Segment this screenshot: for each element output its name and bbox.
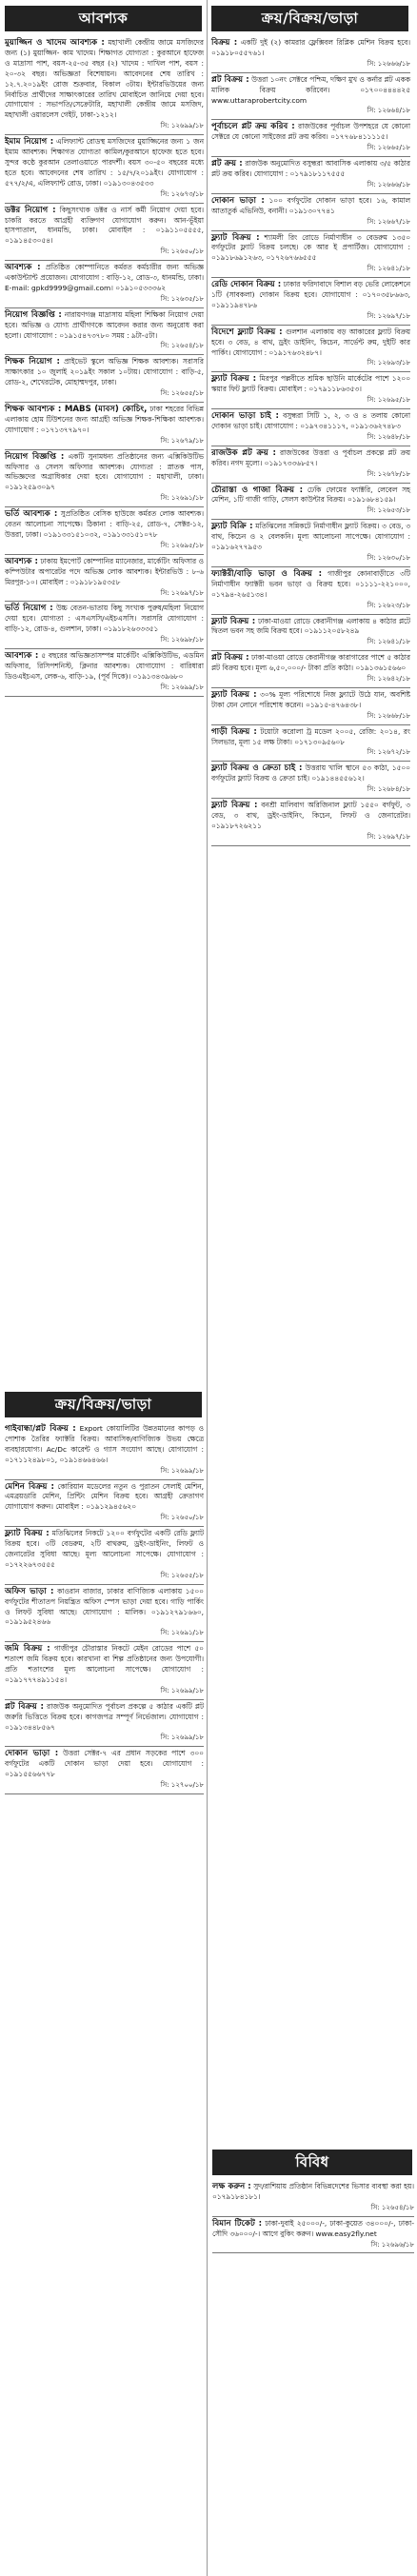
ad-list-buy-sell-rent-right xyxy=(211,36,410,846)
ad-body: ৫ বছরের অভিজ্ঞতাসম্পন্ন মার্কেটিং এক্সিকিউটিভ, এডমিন অফিসার, রিসিপশনিস্ট, ক্লিনার আবশ্যক। যোগাযোগ : বারিধারা ডিওএইচএস, লেক-৬, বাড়ি-১৯, (পূর্ব দিকে)। ০১৯১৩৪৩৯৬৮০ xyxy=(5,651,204,681)
ad-heading: পূর্বাচলে প্লট ক্রয় করিব : xyxy=(211,122,295,132)
ad-heading: শিক্ষক নিয়োগ : xyxy=(5,357,60,367)
ad-body: প্রতিষ্ঠিত কোম্পানিতে কর্মরত কর্মচারীর জন্য অভিজ্ঞ একাউন্ট্যান্ট প্রয়োজন। যোগাযোগ : বাড়ি-১২, রোড-৩, ধানমন্ডি, ঢাকা। E-mail: gpkd9999@gmail.com। ০১৯১০৫৩৩৩৬২ xyxy=(5,263,204,292)
classified-ad xyxy=(5,403,204,450)
ad-heading: আবশ্যক : xyxy=(5,556,38,566)
ad-code: সি: ১২৬৫৩/১৮ xyxy=(367,506,410,515)
ad-heading: আবশ্যক : xyxy=(5,651,39,662)
section-header-miscellaneous: বিবিধ xyxy=(212,2150,412,2175)
ad-code: সি: ১২৭০০/১৮ xyxy=(160,1781,204,1790)
ad-heading: প্লট বিক্রয় : xyxy=(211,74,249,85)
ad-heading: ফ্ল্যাট বিক্রয় : xyxy=(211,616,256,626)
ad-heading: ফ্ল্যাট বিক্রয় : xyxy=(211,689,257,700)
ad-body: ঢেকি ফোমের ফ্যাক্টরি, লেবেল সহ মেশিন, ১টি গাজী গাড়ি, সেলস কাউন্টার বিক্রয়। ০১৯১৬৮৪১৫৯। xyxy=(211,485,410,505)
ad-body: একটি সুনামধন্য প্রতিষ্ঠানের জন্য এক্সিকিউটিভ অফিসার ও সেলস অফিসার আবশ্যক। যোগ্যতা : স্নাতক পাস, অভিজ্ঞদের অগ্রাধিকার দেয়া হবে। যোগাযোগ : মহাখালী, ঢাকা। ০১৯১২৫৯৩০৯৭ xyxy=(5,451,205,492)
ad-code: সি: ১২৬৯৫/১৮ xyxy=(160,541,204,549)
classified-ad xyxy=(5,1642,204,1700)
ad-body: গুলশান এলাকায় বড় আকারের ফ্ল্যাট বিক্রয় হবে। ৩ বেড, ৪ বাথ, ড্রইং ডাইনিং, কিচেন, সার্ভেন্ট রুম, দুইটি কার পার্কিং। যোগাযোগ : ০১৯১৭৬৩২৪৮৭। xyxy=(211,327,411,357)
ad-body: মতিঝিলের সন্নিকটে নির্মাণাধীন ফ্ল্যাট বিক্রয়। ৩ বেড, ৩ বাথ, কিচেন ও ২ বেলকনি। মূল্য আলোচনা সাপেক্ষে। যোগাযোগ : ০১৯১৬২৭৭৯৫৩ xyxy=(211,522,410,552)
ad-code: সি: ১২৬৬৪/১৮ xyxy=(367,107,410,115)
ad-body: ১০০ বর্গফুটের দোকান ভাড়া হবে। ১৬, কামাল আতাতুর্ক এভিনিউ, বনানী। ০১৯১৩০৭৭৪১ xyxy=(211,195,410,215)
ad-heading: রেডি দোকান বিক্রয় : xyxy=(211,280,282,290)
ad-body: ঢাকা-মাওয়া রোডে কেরানীগঞ্জ এলাকায় ৪ কাঠার প্লটে দ্বিতল ভবন সহ জমি বিক্রয় হবে। ০১৯১১২০৫৮২৪৯ xyxy=(211,616,411,636)
classified-ad xyxy=(5,1585,204,1643)
ad-code: সি: ১২৬৪১/১৮ xyxy=(367,265,410,273)
ad-heading: রাজউক প্লট ক্রয় : xyxy=(211,447,276,458)
ad-code: সি: ১২৬৩০/১৮ xyxy=(367,553,410,562)
classified-ad xyxy=(5,204,204,262)
ad-body: ঢাকা-মাওয়া রোডে কেরানীগঞ্জ কারাগারের পাশে ৫ কাঠার প্লট বিক্রয় হবে। মূল্য ৬,৫০,০০০/- টাকা প্রতি কাঠা। ০১৯১৩৬১৫৬৬০ xyxy=(211,653,410,673)
ad-body: কাওরান বাজার, ঢাকার বাণিজ্যিক এলাকায় ১৫০০ বর্গফুটের শীতাতপ নিয়ন্ত্রিত অফিস স্পেস ভাড়া দেয়া হবে। গাড়ি পার্কিং ও লিফট সুবিধা আছে। যোগাযোগ : মালিক। ০১৯১২৭৯১৬৬০, ০১৯১৯৫২৪৬৬ xyxy=(5,1586,204,1627)
classified-ad xyxy=(211,484,410,521)
ad-heading: চৌরাস্তা ও গাজা বিক্রয় : xyxy=(211,485,304,495)
right-column-top xyxy=(207,0,413,2123)
ad-body: শ্যামলী রিং রোডে নির্মাণাধীন ৩ বেডরুম ১৩৫০ বর্গফুটের ফ্ল্যাট বিক্রয় চলছে। কে আর ই প্রপার্টিজ। যোগাযোগ : ০১৯১৮৬৯১২৬৩, ০১৭২৬৭৬৬৫৫৫ xyxy=(211,232,411,263)
ad-body: ঢাকা শহরের বিভিন্ন এলাকায় হোম টিউশনের জন্য আগ্রহী অভিজ্ঞ শিক্ষক-শিক্ষিকা আবশ্যক। যোগাযোগ : ০১৭১৩৭৭৯৭০। xyxy=(5,405,204,434)
ad-body: রাজউকের উত্তরা ও পূর্বাচল প্রকল্পে প্লট ক্রয় করিব। নগদ মূল্যে। ০১৯১৭৩৩৬৮৫৭। xyxy=(211,447,410,467)
ad-heading: প্লট ক্রয় : xyxy=(211,159,243,169)
ad-heading: লক্ষ করুন : xyxy=(212,2182,251,2191)
ad-code: সি: ১২৬৭৯/১৮ xyxy=(160,436,204,445)
ad-code: সি: ১২৬৯৭/১৮ xyxy=(367,311,410,320)
classified-ad xyxy=(5,649,204,697)
ad-heading: প্লট বিক্রয় : xyxy=(5,1701,44,1712)
ad-heading: ফ্ল্যাট বিক্রয় : xyxy=(211,801,258,811)
ad-code: সি: ১২৬৯৯/১৮ xyxy=(160,1466,204,1475)
ad-heading: বিমান টিকেট : xyxy=(212,2218,263,2229)
classified-ad xyxy=(211,409,410,446)
classified-ad xyxy=(5,1747,204,1794)
ad-code: সি: ১২৬৪২/১৮ xyxy=(367,675,410,684)
classified-ad xyxy=(211,326,410,373)
left-column-top xyxy=(0,0,207,1376)
classified-ad xyxy=(211,520,410,567)
ad-code: সি: ১২৬৯৭/১৮ xyxy=(160,588,204,597)
ad-body: গাজীপুর কোনাবাড়ীতে ৩টি নির্মাণাধীন ফ্যাক্টরী ভবন ভাড়া ও বিক্রয় হবে। ০১১১১-২২১০০০, ০১৭৯৪-২৬৫১৩৪। xyxy=(211,568,410,599)
classified-ad xyxy=(5,507,204,555)
classified-ad xyxy=(211,157,410,194)
right-column-bottom xyxy=(208,2150,417,2568)
ad-body: টয়োটা করোলা ট্র মডেল ২০০৫, রেজি: ২০১৪, রং সিলভার, মূল্য ১৫ লক্ষ টাকা। ০১৭১৩০৯৫৬০৮ xyxy=(211,726,410,746)
classified-ad xyxy=(5,261,204,308)
ad-heading: বিক্রয় : xyxy=(211,38,238,48)
ad-heading: জমি বিক্রয় : xyxy=(5,1644,50,1655)
classified-ad xyxy=(5,1700,204,1748)
classified-ad xyxy=(211,194,410,231)
ad-heading: ভর্তি নিয়োগ : xyxy=(5,604,53,614)
ad-heading: ফ্ল্যাট বিক্রয় ও ক্রেতা চাই : xyxy=(211,763,303,774)
ad-body: Export কোয়ালিটির উন্নতমানের কাপড় ও পোশাক তৈরির ফ্যাক্টরি বিক্রয়। আবাসিক/বাণিজ্যিক উভয় ক্ষেত্রে ব্যবহারযোগ্য। Ac/Dc কারেন্ট ও গ্যাস সংযোগ আছে। যোগাযোগ : ০১৭১১২৪৯৮০১, ০১৯১৪৬৬৪৬৬। xyxy=(5,1424,204,1464)
classified-ad xyxy=(212,2217,414,2254)
ad-code: সি: ১২৬৯১/১৮ xyxy=(160,494,204,503)
classified-ad xyxy=(5,602,204,649)
ad-heading: দোকান ভাড়া : xyxy=(211,195,265,206)
ad-body: মহাখালী কেন্দ্রীয় জামে মসজিদের জন্য (১) মুয়াজ্জিন- কাম খাদেম। শিক্ষাগত যোগ্যতা : কুরআনে হাফেজ ও মাদ্রাসা পাশ, বয়স-২৫-৩৫ বছর (২) খাদেম : দাখিল পাশ, বয়স : ২০-৩২ বছর। অভিজ্ঞতা বিশেষায়ন। আবেদনের শেষ তারিখ : ১২.৭.২০১৯ইং রোজ শুক্রবার, বিকাল ৩টায়। ইন্টারভিউয়ের জন্য নির্বাচিত প্রার্থীদের সাক্ষাৎকারের তারিখ মোবাইলে জানিয়ে দেয়া হবে। যোগাযোগ : সভাপতি/সেক্রেটারি, মহাখালী কেন্দ্রীয় জামে মসজিদ, মহাখালী ওয়ারলেস গেইট, ঢাকা-১২১২। xyxy=(5,38,204,120)
ad-list-miscellaneous xyxy=(212,2180,414,2253)
ad-body: মিরপুর পল্লবীতে শ্রমিক ছাউনি মার্কেটের পাশে ১২০০ স্কয়ার ফিট ফ্ল্যাট বিক্রয়। মোবাইল : ০১৭৯১১৮৬৩৫৩। xyxy=(211,374,411,394)
ad-heading: গাড়ী বিক্রয় : xyxy=(211,726,257,737)
ad-code: সি: ১২৬৯৯/১৮ xyxy=(160,1686,204,1694)
classified-ad xyxy=(5,1527,204,1585)
ad-list-wanted xyxy=(5,36,204,697)
ad-code: সি: ১২৬৩৫/১৮ xyxy=(160,294,204,303)
ad-code: সি: ১২৬৯৯/১৮ xyxy=(160,1734,204,1742)
ad-code: সি: ১২৬৯৫/১৮ xyxy=(367,396,410,405)
classified-ad xyxy=(211,615,410,652)
ad-body: কিছুসংখ্যক ডক্টর ও নার্স কর্মী নিয়োগ দেয়া হবে। চাকরি করতে আগ্রহী ব্যক্তিগণ যোগাযোগ করুন। আন-ভূঁইয়া হাসপাতাল, ধানমন্ডি, ঢাকা। মোবাইল : ০১৯১১০৫৫৫৫, ০১৯১৪৫৩০৫৪। xyxy=(5,205,204,246)
classified-ad xyxy=(211,688,410,725)
ad-body: রাজউক অনুমোদিত পূর্বাচল প্রকল্পে ৫ কাঠার একটি প্লট জরুরি ভিত্তিতে বিক্রয় হবে। কাগজপত্র সম্পূর্ণ নির্ভেজাল। যোগাযোগ : ০১৯১৩৪৪৮৫৬৭ xyxy=(5,1701,204,1732)
section-header-buy-sell-rent-right: ক্রয়/বিক্রয়/ভাড়া xyxy=(211,6,408,31)
classified-ad xyxy=(211,372,410,409)
classified-ad xyxy=(211,36,410,73)
ad-heading: মেশিন বিক্রয় : xyxy=(5,1481,54,1492)
classified-ad xyxy=(211,278,410,326)
ad-heading: ভর্তি আবশ্যক : xyxy=(5,509,58,520)
ad-code: সি: ১২৬৭২/১৮ xyxy=(367,748,410,757)
ad-code: সি: ১২৬৯৭/১৮ xyxy=(367,832,410,841)
ad-heading: ইমাম নিয়োগ : xyxy=(5,137,54,148)
ad-heading: বিদেশে ফ্ল্যাট বিক্রয় : xyxy=(211,327,283,337)
classified-ad xyxy=(212,2180,414,2217)
ad-body: একটি দুই (২) কামরার ফ্লেক্সিবল রিপ্লিক মেশিন বিক্রয় হবে। ০১৯১৮০৫৫৭৬১। xyxy=(211,38,411,57)
classified-ad xyxy=(5,450,204,508)
ad-heading: মুয়াজ্জিন ও খাদেম আবশ্যক : xyxy=(5,38,105,48)
ad-code: সি: ১২৬৯৯/১৮ xyxy=(160,122,204,130)
ad-heading: নিয়োগ বিজ্ঞপ্তি : xyxy=(5,451,65,462)
classified-ad xyxy=(211,762,410,799)
ad-code: সি: ১২৬৬৮/১৮ xyxy=(367,711,410,720)
classified-ad xyxy=(211,567,410,615)
ad-heading: ফ্ল্যাট বিক্রয় : xyxy=(5,1529,50,1539)
ad-heading: দোকান ভাড়া চাই : xyxy=(211,411,279,422)
ad-code: সি: ১২৬৯৬/১৮ xyxy=(370,2240,414,2249)
ad-code: সি: ১২৬৫০/১৮ xyxy=(160,1514,204,1522)
ad-heading: আবশ্যক : xyxy=(5,263,41,273)
ad-code: সি: ১২৬৬৬/১৮ xyxy=(367,59,410,68)
ad-heading: শিক্ষক আবশ্যক : MABS (মাবস) কোচিং, xyxy=(5,405,148,414)
ad-heading: গাইবান্ধা/প্লট বিক্রয় : xyxy=(5,1424,76,1434)
ad-body: সুপ্রতিষ্ঠিত বেসিক হাউজে কর্মরত লোক আবশ্যক। বেতন আলোচনা সাপেক্ষে। ঠিকানা : বাড়ি-২৫, রোড-৭, সেক্টর-১২, উত্তরা, ঢাকা। ০১৯১৩৩১৫১০৩২, ০১৯১৩৩১৫১০৭৮ xyxy=(5,509,204,539)
ad-heading: প্লট বিক্রয় : xyxy=(211,653,249,664)
ad-code: সি: ১২৬৯৮/১৮ xyxy=(160,636,204,644)
left-column-bottom xyxy=(0,1392,207,2576)
classified-ad xyxy=(5,308,204,356)
ad-body: গাজীপুর চৌরাস্তার নিকটে মেইন রোডের পাশে ৫০ শতাংশ জমি বিক্রয় হবে। কারখানা বা শিল্প প্রতিষ্ঠানের জন্য উপযোগী। প্রতি শতাংশের মূল্য আলোচনা সাপেক্ষে। যোগাযোগ : ০১৯১৭৭৭৪৯১১৫৪। xyxy=(5,1644,204,1684)
classified-ad xyxy=(211,231,410,279)
ad-body: প্রাইভেট স্কুলে অভিজ্ঞ শিক্ষক আবশ্যক। সরাসরি সাক্ষাৎকার ১০ জুলাই ২০১৯ইং সকাল ১০টায়। যোগাযোগ : বাড়ি-৫, রোড-২, শেখেরটেক, মোহাম্মদপুর, ঢাকা। xyxy=(5,357,204,387)
classified-ad xyxy=(211,446,410,484)
ad-heading: ফ্ল্যাট বিক্রি : xyxy=(211,522,253,532)
section-header-buy-sell-rent-left: ক্রয়/বিক্রয়/ভাড়া xyxy=(5,1392,202,1417)
ad-body: ঢাকার ফরিদাবাদে বিশাল বড় ভেরি লোকেশনে ১টি (সাবকলা) দোকান বিক্রয় হবে। যোগাযোগ : ০১৭০৩৫৮৬৬৩, ০১৯১১৯৪৭৮৬ xyxy=(211,280,410,309)
ad-list-buy-sell-rent-left xyxy=(5,1422,204,1794)
ad-body: মতিঝিলের নিকটে ১২০০ বর্গফুটের একটি রেডি ফ্ল্যাট বিক্রয় হবে। ৩টি বেডরুম, ২টি বাথরুম, ড্রইং-ডাইনিং, লিফট ও জেনারেটর সুবিধা আছে। মূল্য আলোচনা সাপেক্ষে। যোগাযোগ : ০১৭২২৬৭৩৫৫৫ xyxy=(5,1529,204,1569)
ad-heading: অফিস ভাড়া : xyxy=(5,1586,54,1596)
ad-code: সি: ১২৬৮৪/১৮ xyxy=(367,785,410,794)
ad-body: উত্তরায় খালি স্থানে ৫৩ কাঠা, ১৫০০ বর্গফুটের ফ্ল্যাট বিক্রয় ও ক্রেতা চাই। ০১৯১৪৪৫৫৬১২। xyxy=(211,763,410,783)
ad-code: সি: ১২৬৭৩/১৮ xyxy=(160,189,204,198)
ad-body: রাজউকের পূর্বাচল উপশহরে যে কোনো সেক্টরে যে কোনো সাইজের প্লট ক্রয় করিব। ০১৭৭৬৮৪১১১১৫। xyxy=(211,122,410,142)
ad-code: সি: ১২৬৬৫/১৮ xyxy=(367,144,410,152)
ad-body: এলিফ্যান্ট রোডস্থ মসজিদের মুয়াজ্জিনের জন্য ১ জন ইমাম আবশ্যক। শিক্ষাগত যোগ্যতা কামিল/কুরআনে হাফেজ হতে হবে। সুন্দর কণ্ঠে কুরআন তেলাওয়াতে পারদর্শী। বয়স ৩০-৫০ বছরের মধ্যে হতে হবে। আবেদনের শেষ তারিখ : ১৫/৭/২০১৯ইং। যোগাযোগ : ৫৭৭/২/এ, এলিফ্যান্ট রোড, ঢাকা। ০১৯১৩০৪৩৫৩৩ xyxy=(5,137,204,188)
classified-ad xyxy=(211,651,410,688)
ad-code: সি: ১২৬২৩/১৮ xyxy=(367,601,410,609)
classified-ad xyxy=(211,120,410,157)
ad-code: সি: ১২৬৭৮/১৮ xyxy=(367,469,410,478)
ad-body: উত্তরা সেক্টর-৭ এর প্রধান সড়কের পাশে ৩০০ বর্গফুটের একটি দোকান ভাড়া দেয়া হবে। যোগাযোগ : ০১৯১৫৫৬৬৭৭৮ xyxy=(5,1749,204,1779)
ad-heading: ফ্যাক্টরী/বাড়ি ভাড়া ও বিক্রয় : xyxy=(211,568,323,579)
classified-ad xyxy=(5,1480,204,1528)
ad-heading: ডক্টর নিয়োগ : xyxy=(5,205,56,215)
ad-code: সি: ১২৬৪১/১৮ xyxy=(367,638,410,646)
ad-heading: দোকান ভাড়া : xyxy=(5,1749,59,1759)
ad-code: সি: ১২৬৪৮/১৮ xyxy=(367,432,410,441)
ad-code: সি: ১২৬৬৭/১৮ xyxy=(367,217,410,226)
ad-code: সি: ১২৬৫৫/১৮ xyxy=(160,389,204,398)
ad-body: ঢাকা-দুবাই ২৫০০০/-, ঢাকা-কুয়েত ৩৪০০০/-, ঢাকা-সৌদি ৩৬০০০/-। আগে বুকিং করুন। www.easy2fly.net xyxy=(212,2218,414,2238)
ad-code: সি: ১২৬৫৪/১৮ xyxy=(370,2203,414,2211)
ad-heading: ফ্ল্যাট বিক্রয় : xyxy=(211,232,260,243)
ad-code: সি: ১২৬৯১/১৮ xyxy=(160,1629,204,1637)
ad-body: উচ্চ বেতন-ভাতায় কিছু সংখ্যক পুরুষ/মহিলা নিয়োগ দেয়া হবে। যোগ্যতা : এসএসসি/এইচএসসি। সরাসরি যোগাযোগ : বাড়ি-১২, রোড-৪, গুলশান, ঢাকা। ০১৯১৮২৬৩৩৩৫১ xyxy=(5,604,204,634)
ad-heading: ফ্ল্যাট বিক্রয় : xyxy=(211,374,257,385)
classified-ad xyxy=(5,355,204,403)
ad-body: নারায়ণগঞ্জ মাদ্রাসায় মহিলা শিক্ষিকা নিয়োগ দেয়া হবে। অভিজ্ঞ ও যোগ্য প্রার্থীগণকে আবেদন করার জন্য অনুরোধ করা হলো। যোগাযোগ : ০১৯১৫৪৭৩৭৮০ সময় : ৯টা-৫টা। xyxy=(5,309,204,340)
ad-code: সি: ১২৬৫৫/১৮ xyxy=(160,1571,204,1579)
ad-body: বনশ্রী মালিবাগ অরিজিনাল ফ্ল্যাট ১৫৫০ বর্গফুট, ৩ বেড, ৩ বাথ, ড্রইং-ডাইনিং, কিচেন, লিফট ও জেনারেটর। ০১৯১৮৭২৬২১১ xyxy=(211,801,410,830)
ad-code: সি: ১২৬৯৯/১৮ xyxy=(160,683,204,691)
classified-ad xyxy=(211,799,410,846)
ad-code: সি: ১২৬৫০/১৮ xyxy=(160,248,204,256)
ad-body: কোরিয়ান মডেলের নতুন ও পুরাতন সেলাই মেশিন, এমব্রয়ডারি মেশিন, প্রিন্টিং মেশিন বিক্রয় হবে। আগ্রহী ক্রেতাগণ যোগাযোগ করুন। মোবাইল : ০১৯১২৯৪৫৬২০ xyxy=(5,1481,205,1512)
ad-body: সুদ/রাশিয়ায় প্রতিষ্ঠান বিভিন্নদেশের ভিসার ব্যবস্থা করা হয়। ০১৭৯১৮৪১৮১। xyxy=(212,2182,414,2201)
ad-body: ৩০% মূল্য পরিশোধে নিজ ফ্ল্যাটে উঠে যান, অবশিষ্ট টাকা যেন লোনে পরিশোধ করেন। ০১৯১৫-৪৭৬৪৩৮। xyxy=(211,689,410,709)
ad-body: রাজউক অনুমোদিত বসুন্ধরা আবাসিক এলাকায় ৩/৫ কাঠার প্লট ক্রয় করিব। যোগাযোগ : ০১৭৯১৮১১৭৫৫৫ xyxy=(211,159,410,178)
ad-body: ঢাকায় ইমপোর্ট কোম্পানির ম্যানেজার, মার্কেটিং অফিসার ও কম্পিউটার অপারেটর পদে অভিজ্ঞ লোক আবশ্যক। ইন্টারভিউ : ৮-৬ মিরপুর-১০। মোবাইল : ০১৯১৮১৯৫৩৫৮ xyxy=(5,556,204,586)
ad-heading: নিয়োগ বিজ্ঞপ্তি : xyxy=(5,309,62,320)
ad-code: সি: ১২৬৬৬/১৮ xyxy=(367,180,410,188)
ad-code: সি: ১২৬৫৪/১৮ xyxy=(160,342,204,350)
column-divider xyxy=(207,0,208,2576)
classified-ad xyxy=(5,135,204,203)
classified-ad xyxy=(5,1422,204,1480)
section-header-wanted: আবশ্যক xyxy=(5,6,202,31)
classified-ad xyxy=(211,73,410,121)
classified-ad xyxy=(5,555,204,603)
ad-code: সি: ১২৬৯৩/১৮ xyxy=(367,359,410,367)
ad-body: বসুন্ধরা সিটি ১, ২, ৩ ও ৪ তলায় কোনো দোকান ভাড়া চাই। যোগাযোগ : ০১৯৭৩৪১১১৭, ০১৯১৩৬২৭৪৮৩ xyxy=(211,411,410,430)
classified-ad xyxy=(211,725,410,763)
classified-ad xyxy=(5,36,204,135)
ad-body: উত্তরা ১০নং সেক্টরে পশ্চিম, দক্ষিণ মুখ ও কর্নার প্লট একক মালিক বিক্রয় করিবেন। ০১৭০০৪৪৪৪২৫ www.uttaraprobertcity.com xyxy=(211,74,410,105)
